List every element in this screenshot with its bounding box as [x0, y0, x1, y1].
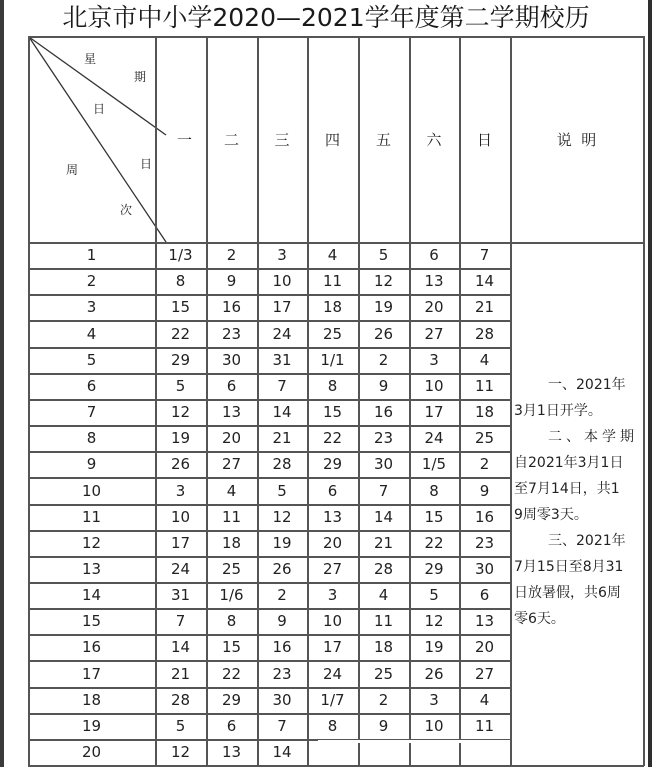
date-cell: 23 [373, 429, 394, 447]
date-cell: 5 [175, 377, 186, 395]
date-cell: 9 [479, 481, 490, 500]
date-cell: 29 [221, 691, 242, 709]
week-number-cell: 2 [86, 272, 97, 290]
date-cell: 25 [221, 560, 242, 578]
weekday-header: 一 [176, 130, 192, 149]
week-number-cell: 15 [81, 612, 102, 630]
date-cell: 20 [322, 534, 343, 552]
date-cell: 19 [272, 534, 292, 552]
date-cell: 8 [327, 377, 338, 395]
date-cell: 11 [221, 508, 242, 526]
date-cell: 29 [170, 351, 191, 369]
date-cell: 2 [378, 351, 389, 369]
date-cell: 25 [474, 429, 495, 447]
date-cell: 30 [373, 455, 394, 473]
date-cell: 10 [170, 508, 191, 526]
date-cell: 5 [277, 481, 287, 500]
week-number-cell: 10 [81, 481, 102, 500]
date-cell: 14 [272, 743, 292, 761]
date-cell: 12 [170, 743, 191, 761]
notes-line: 零6天。 [514, 611, 565, 627]
date-cell: 11 [373, 612, 394, 630]
date-cell: 23 [221, 324, 242, 343]
date-cell: 14 [373, 508, 394, 526]
date-cell: 2 [277, 586, 287, 604]
date-cell: 8 [226, 612, 237, 630]
corner-label-date-2: 日 [140, 157, 153, 171]
date-cell: 18 [322, 298, 343, 316]
corner-label-week-2: 次 [120, 203, 133, 217]
date-cell: 14 [272, 403, 292, 421]
date-cell: 9 [378, 377, 389, 395]
date-cell: 26 [424, 664, 444, 683]
date-cell: 27 [424, 324, 444, 343]
week-number-cell: 12 [81, 534, 102, 552]
date-cell: 4 [378, 586, 389, 604]
date-cell: 30 [474, 560, 495, 578]
date-cell: 23 [474, 534, 495, 552]
date-cell: 12 [170, 403, 191, 421]
date-cell: 22 [170, 324, 191, 343]
date-cell: 14 [170, 638, 191, 656]
date-cell: 8 [429, 481, 439, 500]
date-cell: 13 [322, 508, 343, 526]
date-cell: 24 [424, 429, 444, 447]
date-cell: 19 [424, 638, 444, 656]
date-cell: 16 [221, 298, 242, 316]
date-cell: 7 [277, 377, 287, 395]
weekday-header: 四 [324, 130, 340, 149]
notes-line: 三、2021年 [548, 533, 626, 549]
notes-line: 自2021年3月1日 [514, 455, 624, 471]
date-cell: 13 [474, 612, 495, 630]
date-cell: 8 [327, 717, 338, 735]
date-cell: 14 [474, 272, 495, 290]
date-cell: 10 [272, 272, 292, 290]
week-number-cell: 17 [81, 664, 102, 683]
date-cell: 5 [429, 586, 439, 604]
date-cell: 4 [327, 246, 338, 264]
date-cell: 17 [272, 298, 292, 316]
date-cell: 21 [272, 429, 292, 447]
week-number-cell: 7 [86, 403, 97, 421]
date-cell: 31 [170, 586, 191, 604]
date-cell: 29 [322, 455, 343, 473]
date-cell: 18 [221, 534, 242, 552]
date-cell: 28 [272, 455, 292, 473]
date-cell: 18 [474, 403, 495, 421]
date-cell: 4 [226, 481, 237, 500]
corner-label-weekday-1: 星 [84, 52, 97, 66]
date-cell: 7 [175, 612, 186, 630]
notes-line: 日放暑假，共6周 [514, 585, 621, 601]
date-cell: 1/6 [219, 586, 244, 604]
week-number-cell: 5 [86, 351, 97, 369]
date-cell: 9 [277, 612, 287, 630]
date-cell: 5 [175, 717, 186, 735]
date-cell: 27 [474, 664, 495, 683]
date-cell: 9 [378, 717, 389, 735]
date-cell: 18 [373, 638, 394, 656]
date-cell: 5 [378, 246, 389, 264]
date-cell: 16 [272, 638, 292, 656]
week-number-cell: 16 [81, 638, 102, 656]
date-cell: 11 [322, 272, 343, 290]
date-cell: 24 [170, 560, 191, 578]
date-cell: 15 [221, 638, 242, 656]
date-cell: 20 [474, 638, 495, 656]
notes-header: 说 明 [556, 130, 597, 149]
date-cell: 13 [221, 403, 242, 421]
column-divider [643, 36, 645, 766]
date-cell: 7 [479, 246, 490, 264]
corner-label-weekday-2: 期 [134, 70, 147, 84]
date-cell: 1/5 [421, 455, 447, 473]
date-cell: 3 [429, 691, 439, 709]
weekday-header: 二 [223, 130, 239, 149]
date-cell: 13 [424, 272, 444, 290]
date-cell: 28 [474, 324, 495, 343]
date-cell: 25 [373, 664, 394, 683]
date-cell: 27 [322, 560, 343, 578]
date-cell: 6 [327, 481, 338, 500]
notes-line: 二、本学期 [548, 429, 638, 445]
notes-line: 9周零3天。 [514, 507, 588, 523]
date-cell: 10 [424, 377, 444, 395]
date-cell: 6 [429, 246, 439, 264]
date-cell: 12 [424, 612, 444, 630]
date-cell: 25 [322, 324, 343, 343]
date-cell: 17 [170, 534, 191, 552]
date-cell: 6 [226, 377, 237, 395]
date-cell: 8 [175, 272, 186, 290]
date-cell: 15 [170, 298, 191, 316]
page-title: 北京市中小学2020—2021学年度第二学期校历 [62, 3, 590, 32]
row-divider [28, 765, 511, 767]
weekday-header: 日 [476, 130, 492, 149]
notes-line: 7月15日至8月31 [514, 559, 624, 575]
date-cell: 2 [479, 455, 490, 473]
week-number-cell: 18 [81, 691, 102, 709]
date-cell: 15 [424, 508, 444, 526]
weekday-header: 六 [426, 130, 442, 149]
week-number-cell: 13 [81, 560, 102, 578]
date-cell: 1/3 [168, 246, 193, 264]
notes-bottom-border [510, 765, 644, 767]
date-cell: 16 [373, 403, 394, 421]
week-number-cell: 9 [86, 455, 97, 473]
corner-label-week-1: 周 [66, 163, 79, 177]
date-cell: 22 [322, 429, 343, 447]
week-number-cell: 19 [81, 717, 102, 735]
date-cell: 3 [277, 246, 287, 264]
date-cell: 16 [474, 508, 495, 526]
week-number-cell: 4 [86, 324, 97, 343]
date-cell: 21 [170, 664, 191, 683]
weekday-header: 五 [375, 130, 391, 149]
date-cell: 20 [424, 298, 444, 316]
date-cell: 12 [272, 508, 292, 526]
week-number-cell: 11 [81, 508, 102, 526]
corner-label-date-1: 日 [93, 102, 106, 116]
week-number-cell: 1 [86, 246, 97, 264]
week-number-cell: 6 [86, 377, 97, 395]
date-cell: 19 [373, 298, 394, 316]
notes-line: 至7月14日，共1 [514, 481, 620, 497]
date-cell: 2 [226, 246, 237, 264]
date-cell: 22 [424, 534, 444, 552]
date-cell: 7 [277, 717, 287, 735]
date-cell: 6 [226, 717, 237, 735]
date-cell: 26 [373, 324, 394, 343]
weekday-header: 三 [274, 130, 290, 149]
date-cell: 22 [221, 664, 242, 683]
date-cell: 26 [170, 455, 191, 473]
date-cell: 30 [272, 691, 292, 709]
date-cell: 3 [429, 351, 439, 369]
date-cell: 19 [170, 429, 191, 447]
date-cell: 30 [221, 351, 242, 369]
date-cell: 28 [373, 560, 394, 578]
notes-line: 一、2021年 [548, 377, 626, 393]
date-cell: 24 [272, 324, 292, 343]
date-cell: 23 [272, 664, 292, 683]
date-cell: 26 [272, 560, 292, 578]
date-cell: 4 [479, 691, 490, 709]
date-cell: 21 [373, 534, 394, 552]
date-cell: 29 [424, 560, 444, 578]
date-cell: 3 [327, 586, 338, 604]
scan-artifact [318, 740, 510, 743]
notes-panel [514, 372, 638, 632]
date-cell: 17 [322, 638, 343, 656]
date-cell: 1/7 [320, 691, 345, 709]
date-cell: 2 [378, 691, 389, 709]
date-cell: 6 [479, 586, 490, 604]
date-cell: 24 [322, 664, 343, 683]
date-cell: 15 [322, 403, 343, 421]
date-cell: 7 [378, 481, 389, 500]
date-cell: 21 [474, 298, 495, 316]
week-number-cell: 14 [81, 586, 102, 604]
date-cell: 11 [474, 717, 495, 735]
date-cell: 28 [170, 691, 191, 709]
date-cell: 4 [479, 351, 490, 369]
week-number-cell: 20 [81, 743, 102, 761]
date-cell: 20 [221, 429, 242, 447]
week-number-cell: 3 [86, 298, 97, 316]
date-cell: 10 [424, 717, 444, 735]
date-cell: 11 [474, 377, 495, 395]
date-cell: 1/1 [320, 351, 345, 369]
date-cell: 13 [221, 743, 242, 761]
week-number-cell: 8 [86, 429, 97, 447]
date-cell: 9 [226, 272, 237, 290]
date-cell: 31 [272, 351, 292, 369]
date-cell: 10 [322, 612, 343, 630]
notes-line: 3月1日开学。 [514, 403, 602, 419]
date-cell: 3 [175, 481, 186, 500]
date-cell: 27 [221, 455, 242, 473]
date-cell: 17 [424, 403, 444, 421]
date-cell: 12 [373, 272, 394, 290]
